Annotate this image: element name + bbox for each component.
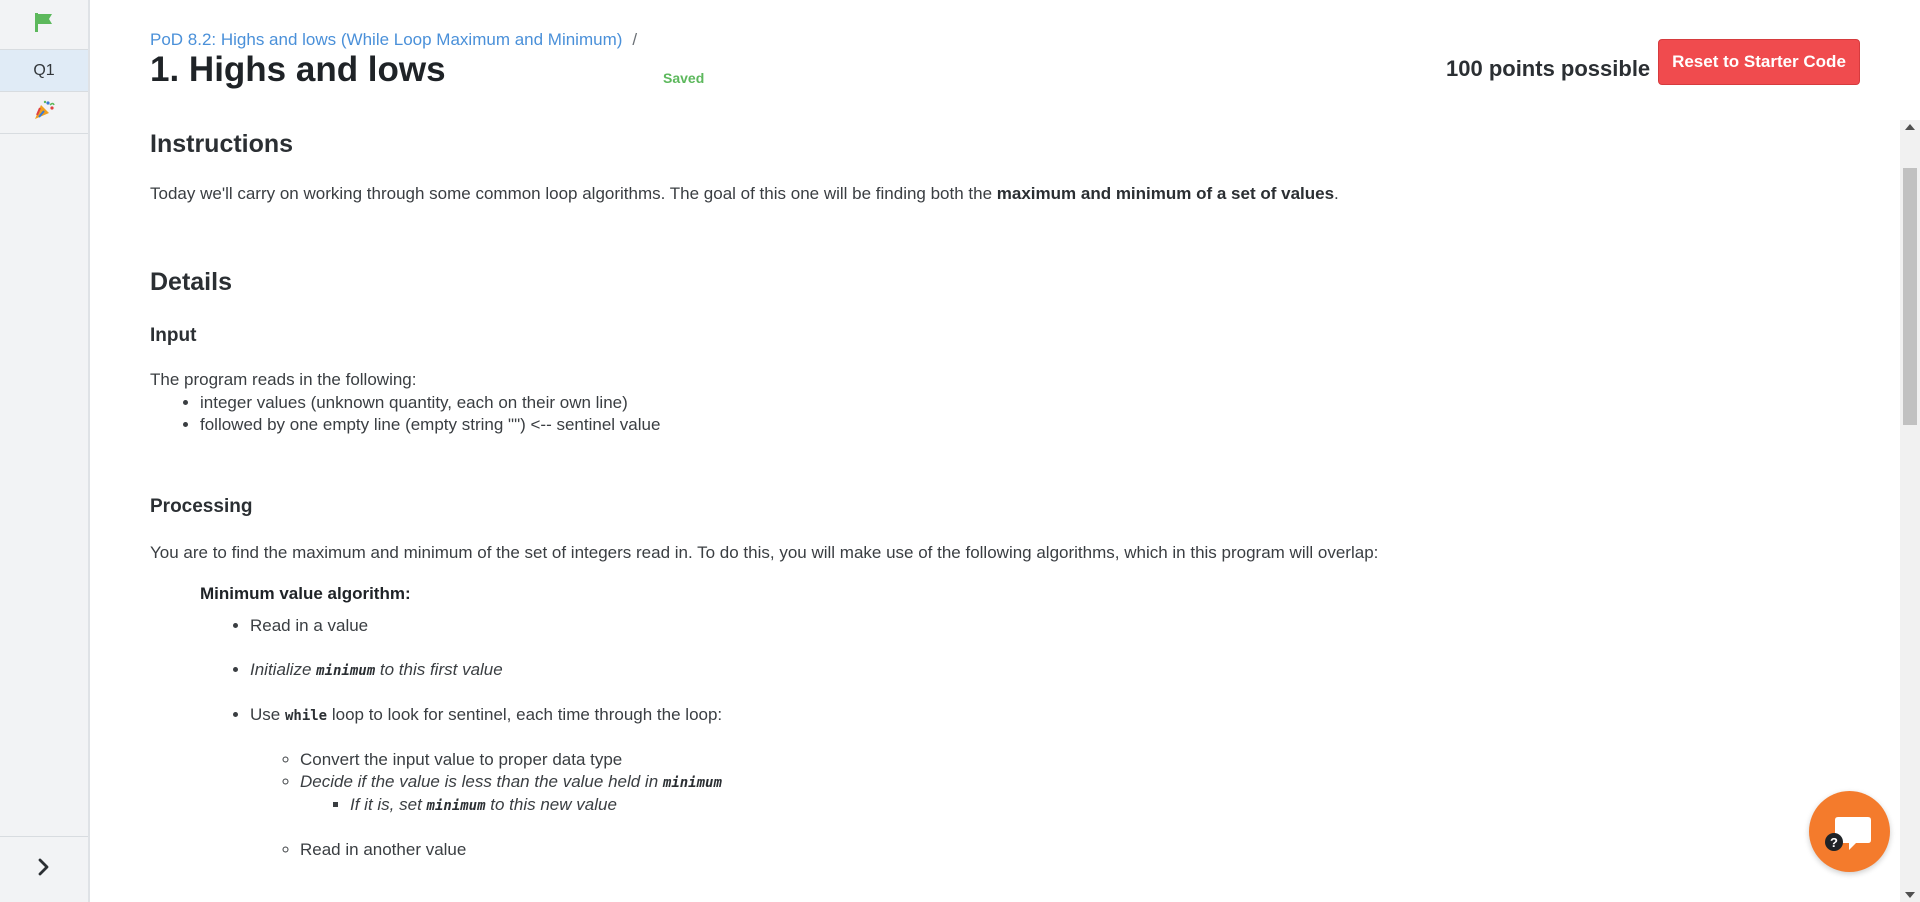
input-list	[200, 392, 660, 436]
step-3-code: while	[284, 708, 328, 724]
list-item	[250, 615, 722, 637]
list-item	[300, 839, 722, 861]
nested-step-code: minimum	[426, 798, 486, 814]
nested-step-pre: If it is, set	[350, 795, 427, 814]
instructions-text-pre: Today we'll carry on working through some common loop algorithms. The goal of this one will be finding both the	[150, 184, 997, 203]
processing-text: You are to find the maximum and minimum of the set of integers read in. To do this, you will make use of the following algorithms, which in this program will overlap:	[150, 543, 1379, 562]
scroll-up-arrow-icon[interactable]	[1905, 124, 1915, 130]
min-algorithm-steps	[250, 615, 722, 861]
sub-step-2-code: minimum	[662, 775, 722, 791]
step-3-pre: Use	[250, 705, 285, 724]
input-heading: Input	[150, 325, 197, 346]
chevron-right-icon	[37, 858, 51, 881]
breadcrumb	[150, 30, 637, 50]
input-text: The program reads in the following:	[150, 370, 417, 389]
sidebar-item-completion[interactable]	[0, 92, 88, 134]
list-item	[250, 659, 722, 682]
instructions-panel	[150, 120, 1890, 902]
step-2-pre: Initialize	[250, 660, 317, 679]
instructions-text	[150, 184, 1339, 204]
reset-to-starter-code-button[interactable]: Reset to Starter Code	[1658, 39, 1860, 85]
loop-sub-steps	[300, 749, 722, 861]
chat-help-button[interactable]	[1809, 791, 1890, 872]
breadcrumb-link[interactable]: PoD 8.2: Highs and lows (While Loop Maximum and Minimum)	[150, 30, 623, 49]
details-heading: Details	[150, 268, 232, 296]
svg-text:?: ?	[1830, 835, 1838, 850]
nested-step-post: to this new value	[485, 795, 617, 814]
processing-heading: Processing	[150, 496, 253, 517]
list-item: • integer values (unknown quantity, each on their own line)	[200, 392, 660, 414]
sidebar-flag-cell[interactable]	[0, 0, 88, 50]
list-item	[300, 771, 722, 817]
step-2-code: minimum	[316, 663, 376, 679]
chat-icon	[1809, 835, 1890, 876]
list-item: • followed by one empty line (empty string "") <-- sentinel value	[200, 414, 660, 436]
instructions-text-bold: maximum and minimum of a set of values	[996, 184, 1335, 203]
sidebar-item-q1-label: Q1	[33, 61, 55, 79]
scrollbar-thumb[interactable]	[1903, 168, 1917, 425]
sub-step-3: Read in another value	[300, 840, 467, 859]
party-popper-icon	[33, 99, 55, 126]
breadcrumb-separator: /	[632, 30, 638, 49]
instructions-heading: Instructions	[150, 130, 294, 158]
scroll-down-arrow-icon[interactable]	[1905, 892, 1915, 898]
sidebar-item-q1[interactable]	[0, 50, 88, 92]
sub-step-2-pre: Decide if the value is less than the value held in	[300, 772, 663, 791]
instructions-text-post: .	[1334, 184, 1339, 203]
flag-icon	[32, 10, 56, 39]
list-item	[350, 794, 722, 817]
list-item	[250, 704, 722, 861]
vertical-scrollbar[interactable]	[1900, 120, 1920, 902]
list-item	[300, 749, 722, 771]
left-sidebar	[0, 0, 90, 902]
min-algorithm-label: Minimum value algorithm:	[200, 584, 411, 603]
sub-step-1: Convert the input value to proper data type	[300, 750, 623, 769]
expand-sidebar-button[interactable]	[0, 836, 88, 902]
saved-status: Saved	[663, 70, 705, 86]
points-possible: 100 points possible	[1446, 56, 1651, 81]
step-3-post: loop to look for sentinel, each time through the loop:	[327, 705, 723, 724]
nested-sub-steps	[350, 794, 722, 817]
page-title: 1. Highs and lows	[150, 50, 446, 89]
step-1-text: Read in a value	[250, 616, 369, 635]
step-2-post: to this first value	[375, 660, 503, 679]
